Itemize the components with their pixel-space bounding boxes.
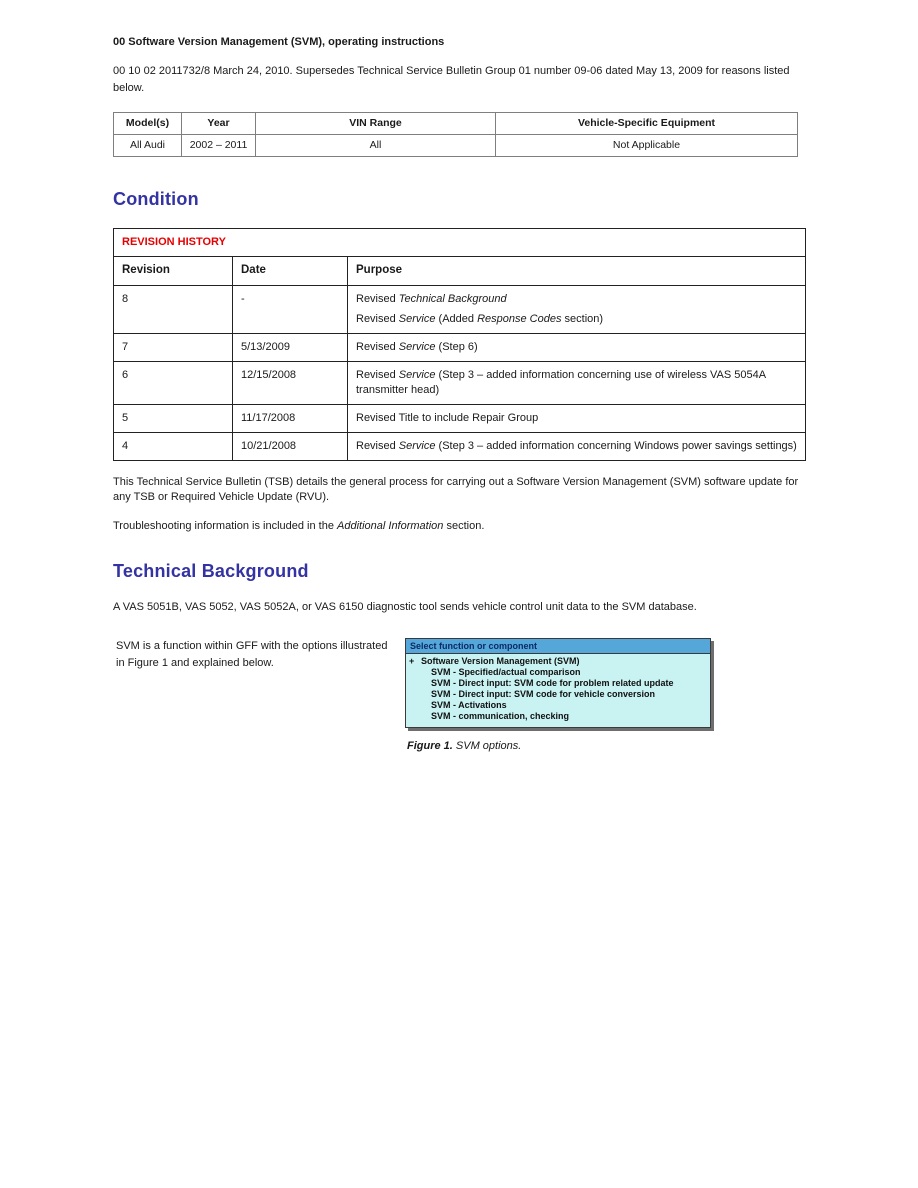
cell-revision: 7 — [114, 334, 233, 362]
page-title: 00 Software Version Management (SVM), operating instructions — [113, 36, 445, 48]
cell-date: 5/13/2009 — [233, 334, 348, 362]
revision-header-row — [114, 257, 806, 286]
tree-root-item — [409, 656, 708, 667]
revision-history-table — [113, 228, 806, 460]
col-header-revision: Revision — [114, 257, 233, 286]
cell-purpose: Revised Technical Background Revised Service (Added Response Codes section) — [348, 285, 806, 334]
cell-revision: 5 — [114, 404, 233, 432]
cell-year: 2002 – 2011 — [182, 135, 256, 157]
cell-equipment: Not Applicable — [496, 135, 798, 157]
table-row — [114, 432, 806, 460]
col-header-purpose: Purpose — [348, 257, 806, 286]
col-header-models: Model(s) — [114, 113, 182, 135]
cell-revision: 4 — [114, 432, 233, 460]
table-row — [114, 334, 806, 362]
figure-caption: Figure 1. SVM options. — [407, 739, 522, 752]
technical-background-heading: Technical Background — [113, 561, 309, 582]
vehicle-info-table — [113, 112, 798, 157]
gff-screenshot — [405, 638, 711, 728]
cell-date: - — [233, 285, 348, 334]
cell-revision: 6 — [114, 362, 233, 405]
cell-date: 11/17/2008 — [233, 404, 348, 432]
gff-function-tree — [406, 654, 710, 727]
condition-heading: Condition — [113, 189, 199, 210]
revision-history-title-row — [114, 229, 806, 257]
cell-date: 10/21/2008 — [233, 432, 348, 460]
figure-1 — [405, 638, 725, 752]
table-row — [114, 362, 806, 405]
table-row — [114, 285, 806, 334]
gff-screenshot-titlebar: Select function or component — [406, 639, 710, 654]
cell-purpose: Revised Service (Step 6) — [348, 334, 806, 362]
figure-side-text: SVM is a function within GFF with the options illustrated in Figure 1 and explained below. — [116, 640, 388, 669]
technical-background-paragraph: A VAS 5051B, VAS 5052, VAS 5052A, or VAS 6150 diagnostic tool sends vehicle control unit data to the SVM database. — [113, 601, 697, 614]
tree-item: SVM - Direct input: SVM code for vehicle conversion — [431, 688, 656, 699]
condition-paragraph-1: This Technical Service Bulletin (TSB) details the general process for carrying out a Software Version Management (SVM) software update for any TSB or Required Vehicle Update (RVU). — [113, 475, 799, 504]
cell-purpose: Revised Title to include Repair Group — [348, 404, 806, 432]
tree-root-label: Software Version Management (SVM) — [421, 656, 580, 667]
tree-item: SVM - communication, checking — [431, 710, 570, 721]
col-header-year: Year — [182, 113, 256, 135]
col-header-date: Date — [233, 257, 348, 286]
tree-item: SVM - Specified/actual comparison — [431, 667, 581, 678]
vehicle-info-header-row — [114, 113, 798, 135]
cell-vin-range: All — [256, 135, 496, 157]
cell-purpose: Revised Service (Step 3 – added information concerning Windows power savings settings) — [348, 432, 806, 460]
expand-plus-icon: + — [409, 656, 415, 667]
revision-history-title: REVISION HISTORY — [114, 229, 806, 257]
tree-item: SVM - Activations — [431, 699, 507, 710]
tree-item: SVM - Direct input: SVM code for problem related update — [431, 678, 674, 688]
table-row — [114, 404, 806, 432]
figure-section — [113, 638, 805, 752]
cell-models: All Audi — [114, 135, 182, 157]
col-header-equipment: Vehicle-Specific Equipment — [496, 113, 798, 135]
condition-paragraph-2: Troubleshooting information is included in the Additional Information section. — [113, 520, 485, 533]
vehicle-info-row — [114, 135, 798, 157]
intro-paragraph: 00 10 02 2011732/8 March 24, 2010. Supersedes Technical Service Bulletin Group 01 number 09-06 dated May 13, 2009 for reasons listed below. — [113, 65, 790, 94]
cell-purpose: Revised Service (Step 3 – added information concerning use of wireless VAS 5054A transmitter head) — [348, 362, 806, 405]
col-header-vin-range: VIN Range — [256, 113, 496, 135]
cell-date: 12/15/2008 — [233, 362, 348, 405]
cell-revision: 8 — [114, 285, 233, 334]
